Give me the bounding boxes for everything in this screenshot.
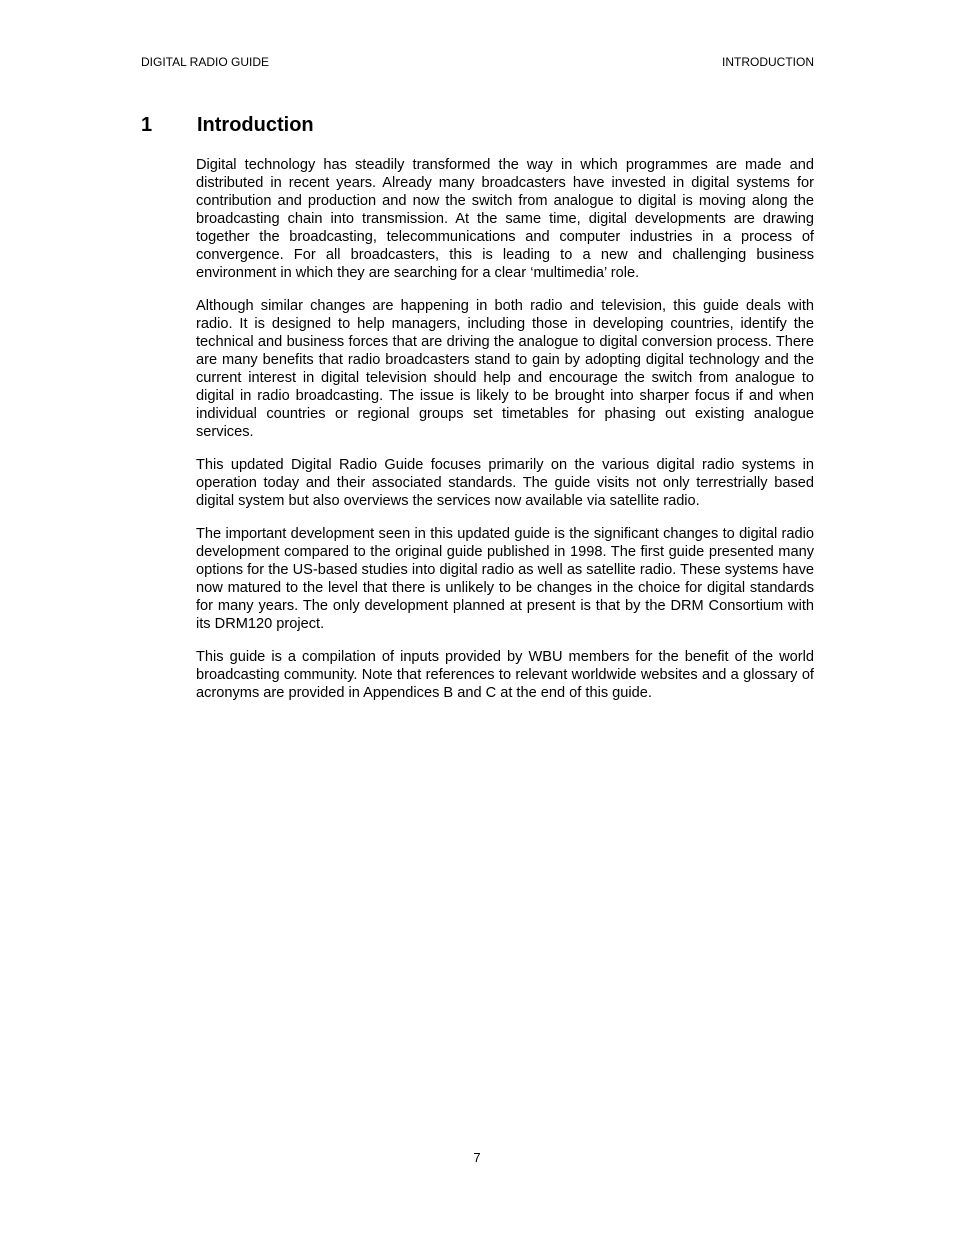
paragraph-2: Although similar changes are happening in both radio and television, this guide deals with radio. It is designed to help managers, including those in developing countries, identify the technical and business forces that are driving the analogue to digital conversion process. There are many benefits that radio broadcasters stand to gain by adopting digital technology and the current interest in digital television should help and encourage the switch from analogue to digital in radio broadcasting. The issue is likely to be brought into sharper focus if and when individual countries or regional groups set timetables for phasing out existing analogue services. bbox=[196, 298, 814, 440]
chapter-number: 1 bbox=[141, 114, 153, 136]
running-header bbox=[141, 55, 814, 69]
chapter-title: Introduction bbox=[197, 114, 314, 136]
paragraph-4: The important development seen in this updated guide is the significant changes to digital radio development compared to the original guide published in 1998. The first guide presented many options for the US-based studies into digital radio as well as satellite radio. These systems have now matured to the level that there is unlikely to be changes in the choice for digital standards for many years. The only development planned at present is that by the DRM Consortium with its DRM120 project. bbox=[196, 526, 814, 632]
paragraph-1: Digital technology has steadily transformed the way in which programmes are made and distributed in recent years. Already many broadcasters have invested in digital systems for contribution and production and now the switch from analogue to digital is moving along the broadcasting chain into transmission. At the same time, digital developments are drawing together the broadcasting, telecommunications and computer industries in a process of convergence. For all broadcasters, this is leading to a new and challenging business environment in which they are searching for a clear ‘multimedia’ role. bbox=[196, 157, 814, 281]
page-number: 7 bbox=[473, 1150, 481, 1165]
body-text bbox=[196, 156, 814, 717]
paragraph-5: This guide is a compilation of inputs provided by WBU members for the benefit of the world broadcasting community. Note that references to relevant worldwide websites and a glossary of acronyms are provided in Appendices B and C at the end of this guide. bbox=[196, 649, 814, 701]
header-document-title: DIGITAL RADIO GUIDE bbox=[141, 55, 270, 69]
chapter-heading bbox=[141, 113, 814, 137]
header-section-title: INTRODUCTION bbox=[722, 55, 814, 69]
paragraph-3: This updated Digital Radio Guide focuses primarily on the various digital radio systems in operation today and their associated standards. The guide visits not only terrestrially based digital system but also overviews the services now available via satellite radio. bbox=[196, 457, 814, 509]
